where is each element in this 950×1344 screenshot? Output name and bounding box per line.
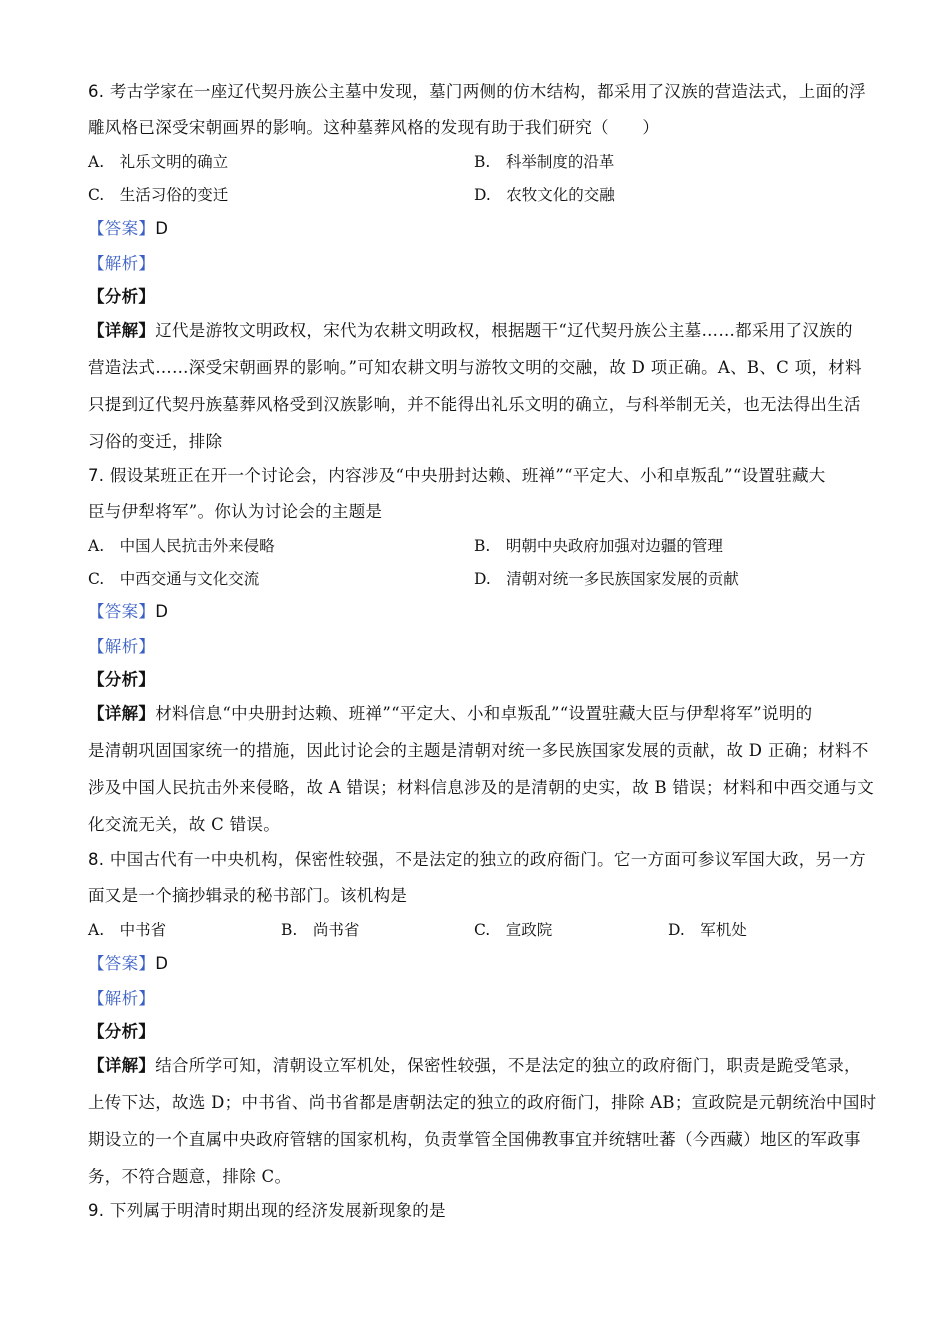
answer-value: D bbox=[155, 219, 169, 238]
option-a: A. 礼乐文明的确立 bbox=[88, 153, 229, 171]
question-stem-line: 面又是一个摘抄辑录的秘书部门。该机构是 bbox=[88, 886, 408, 905]
fenxi-label: 【分析】 bbox=[88, 287, 156, 306]
question-stem-line: 8. 中国古代有一中央机构，保密性较强，不是法定的独立的政府衙门。它一方面可参议军国大政，另一方 bbox=[88, 850, 866, 869]
option-d: D. 军机处 bbox=[668, 921, 747, 939]
question-stem-line: 6. 考古学家在一座辽代契丹族公主墓中发现，墓门两侧的仿木结构，都采用了汉族的营造法式，上面的浮 bbox=[88, 82, 866, 101]
detail-line: 上传下达，故选 D；中书省、尚书省都是唐朝法定的独立的政府衙门，排除 AB；宣政院是元朝统治中国时 bbox=[88, 1093, 877, 1112]
detail-line: 涉及中国人民抗击外来侵略，故 A 错误；材料信息涉及的是清朝的史实，故 B 错误；材料和中西交通与文 bbox=[88, 778, 875, 797]
question-number: 6. bbox=[88, 82, 105, 101]
answer-label: 【答案】 bbox=[88, 219, 156, 238]
jiexi-label: 【解析】 bbox=[88, 637, 156, 656]
detail-line: 营造法式……深受宋朝画界的影响。”可知农耕文明与游牧文明的交融，故 D 项正确。A、B、C 项，材料 bbox=[88, 358, 862, 377]
answer-row bbox=[88, 954, 868, 974]
answer-row bbox=[88, 602, 868, 622]
answer-label: 【答案】 bbox=[88, 602, 156, 621]
option-c: C. 中西交通与文化交流 bbox=[88, 570, 260, 588]
option-b: B. 尚书省 bbox=[281, 921, 360, 939]
fenxi-label: 【分析】 bbox=[88, 670, 156, 689]
detail-line: 【详解】材料信息“中央册封达赖、班禅”“平定大、小和卓叛乱”“设置驻藏大臣与伊犁将军”说明的 bbox=[88, 704, 813, 723]
detail-line: 【详解】结合所学可知，清朝设立军机处，保密性较强，不是法定的独立的政府衙门，职责是跪受笔录， bbox=[88, 1056, 861, 1075]
question-stem-line: 7. 假设某班正在开一个讨论会，内容涉及“中央册封达赖、班禅”“平定大、小和卓叛乱”“设置驻藏大 bbox=[88, 466, 826, 485]
question-number: 9. bbox=[88, 1201, 105, 1220]
question-number: 7. bbox=[88, 466, 105, 485]
answer-value: D bbox=[155, 602, 169, 621]
option-b: B. 明朝中央政府加强对边疆的管理 bbox=[474, 537, 723, 555]
detail-label: 【详解】 bbox=[88, 1056, 156, 1075]
jiexi-label: 【解析】 bbox=[88, 989, 156, 1008]
question-number: 8. bbox=[88, 850, 105, 869]
jiexi-label: 【解析】 bbox=[88, 254, 156, 273]
answer-value: D bbox=[155, 954, 169, 973]
detail-line: 只提到辽代契丹族墓葬风格受到汉族影响，并不能得出礼乐文明的确立，与科举制无关，也无法得出生活 bbox=[88, 395, 861, 414]
detail-line: 习俗的变迁，排除 bbox=[88, 432, 223, 451]
detail-line: 期设立的一个直属中央政府管辖的国家机构，负责掌管全国佛教事宜并统辖吐蕃（今西藏）地区的军政事 bbox=[88, 1130, 861, 1149]
detail-line: 【详解】辽代是游牧文明政权，宋代为农耕文明政权，根据题干“辽代契丹族公主墓……都采用了汉族的 bbox=[88, 321, 853, 340]
question-stem-line: 雕风格已深受宋朝画界的影响。这种墓葬风格的发现有助于我们研究（ ） bbox=[88, 118, 660, 137]
option-a: A. 中书省 bbox=[88, 921, 167, 939]
question-stem-line: 臣与伊犁将军”。你认为讨论会的主题是 bbox=[88, 502, 383, 521]
option-d: D. 清朝对统一多民族国家发展的贡献 bbox=[474, 570, 739, 588]
option-b: B. 科举制度的沿革 bbox=[474, 153, 615, 171]
answer-row bbox=[88, 219, 868, 239]
detail-label: 【详解】 bbox=[88, 704, 156, 723]
detail-line: 务，不符合题意，排除 C。 bbox=[88, 1167, 292, 1186]
question-stem-line: 9. 下列属于明清时期出现的经济发展新现象的是 bbox=[88, 1201, 446, 1220]
fenxi-label: 【分析】 bbox=[88, 1022, 156, 1041]
detail-line: 是清朝巩固国家统一的措施，因此讨论会的主题是清朝对统一多民族国家发展的贡献，故 D 正确；材料不 bbox=[88, 741, 869, 760]
detail-line: 化交流无关，故 C 错误。 bbox=[88, 815, 281, 834]
option-a: A. 中国人民抗击外来侵略 bbox=[88, 537, 275, 555]
option-c: C. 宣政院 bbox=[474, 921, 553, 939]
detail-label: 【详解】 bbox=[88, 321, 156, 340]
option-c: C. 生活习俗的变迁 bbox=[88, 186, 229, 204]
answer-label: 【答案】 bbox=[88, 954, 156, 973]
option-d: D. 农牧文化的交融 bbox=[474, 186, 615, 204]
